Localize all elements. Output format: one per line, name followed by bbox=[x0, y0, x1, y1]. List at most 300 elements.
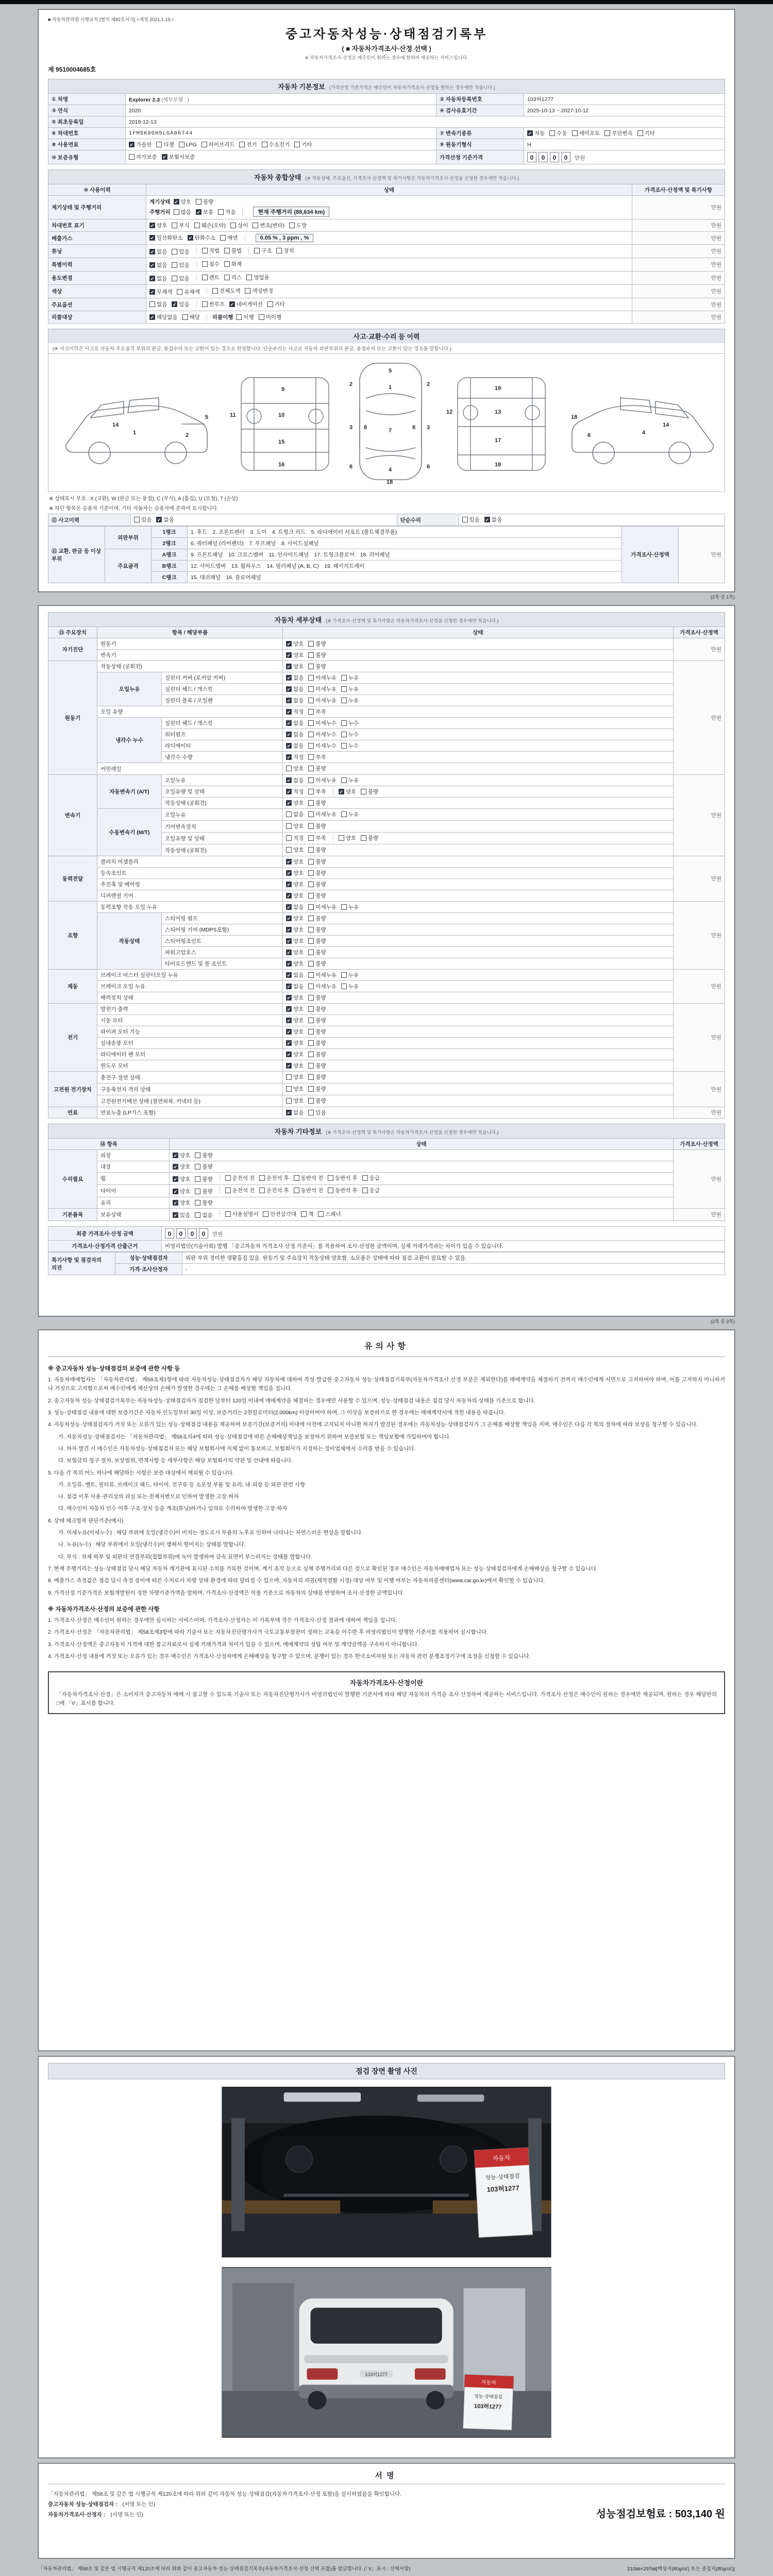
checkbox-option[interactable] bbox=[245, 287, 273, 295]
checkbox-icon[interactable] bbox=[225, 1188, 231, 1193]
checkbox-icon[interactable] bbox=[254, 248, 260, 253]
checkbox-icon[interactable] bbox=[182, 314, 188, 320]
checkbox-option[interactable] bbox=[149, 300, 167, 308]
checkbox-icon[interactable] bbox=[308, 893, 314, 899]
checkbox-icon[interactable] bbox=[195, 1176, 200, 1182]
checkbox-option[interactable] bbox=[308, 869, 326, 877]
checkbox-icon[interactable] bbox=[134, 517, 140, 522]
checkbox-option[interactable] bbox=[286, 1062, 304, 1070]
checkbox-option[interactable] bbox=[286, 994, 304, 1002]
checkbox-option[interactable] bbox=[229, 300, 263, 308]
checkbox-option[interactable] bbox=[308, 892, 326, 900]
checkbox-checked-icon[interactable]: ✔ bbox=[287, 984, 291, 989]
checkbox-option[interactable] bbox=[149, 275, 167, 282]
checkbox-option[interactable] bbox=[286, 846, 304, 854]
checkbox-option[interactable] bbox=[362, 1187, 380, 1194]
checkbox-icon[interactable] bbox=[262, 142, 267, 147]
checkbox-icon[interactable] bbox=[308, 1029, 314, 1035]
checkbox-icon[interactable] bbox=[341, 904, 347, 910]
checkbox-option[interactable] bbox=[286, 822, 304, 830]
checkbox-option[interactable] bbox=[362, 1174, 380, 1182]
checkbox-option[interactable] bbox=[286, 937, 304, 945]
checkbox-option[interactable] bbox=[484, 516, 502, 523]
checkbox-icon[interactable] bbox=[308, 995, 314, 1001]
checkbox-option[interactable] bbox=[162, 153, 195, 161]
checkbox-checked-icon[interactable]: ✔ bbox=[287, 1007, 291, 1012]
checkbox-icon[interactable] bbox=[212, 288, 218, 294]
checkbox-checked-icon[interactable]: ✔ bbox=[339, 789, 343, 794]
checkbox-icon[interactable] bbox=[308, 847, 314, 853]
checkbox-option[interactable] bbox=[341, 697, 359, 704]
checkbox-option[interactable] bbox=[246, 274, 269, 281]
checkbox-option[interactable] bbox=[259, 1174, 289, 1182]
checkbox-option[interactable] bbox=[341, 674, 359, 682]
checkbox-option[interactable] bbox=[308, 858, 326, 866]
checkbox-icon[interactable] bbox=[286, 835, 292, 841]
checkbox-option[interactable] bbox=[286, 1073, 304, 1081]
checkbox-icon[interactable] bbox=[341, 972, 347, 978]
checkbox-icon[interactable] bbox=[202, 275, 208, 280]
checkbox-icon[interactable] bbox=[294, 142, 300, 147]
checkbox-option[interactable] bbox=[259, 1187, 289, 1194]
checkbox-option[interactable] bbox=[286, 880, 304, 888]
checkbox-icon[interactable] bbox=[308, 835, 314, 841]
checkbox-option[interactable] bbox=[308, 948, 326, 956]
checkbox-icon[interactable] bbox=[462, 517, 468, 522]
checkbox-option[interactable] bbox=[174, 198, 191, 206]
checkbox-option[interactable] bbox=[286, 697, 304, 704]
checkbox-checked-icon[interactable]: ✔ bbox=[287, 950, 291, 955]
checkbox-option[interactable] bbox=[286, 810, 304, 818]
checkbox-checked-icon[interactable]: ✔ bbox=[150, 263, 155, 268]
checkbox-option[interactable] bbox=[195, 1199, 212, 1207]
checkbox-icon[interactable] bbox=[308, 950, 314, 955]
checkbox-icon[interactable] bbox=[308, 675, 314, 681]
checkbox-icon[interactable] bbox=[263, 1211, 268, 1217]
checkbox-icon[interactable] bbox=[202, 301, 208, 307]
checkbox-icon[interactable] bbox=[308, 732, 314, 737]
checkbox-icon[interactable] bbox=[195, 1200, 200, 1206]
checkbox-option[interactable] bbox=[286, 982, 304, 990]
checkbox-option[interactable] bbox=[308, 846, 326, 854]
checkbox-option[interactable] bbox=[308, 685, 337, 693]
checkbox-checked-icon[interactable]: ✔ bbox=[287, 1029, 291, 1035]
checkbox-option[interactable] bbox=[549, 129, 567, 137]
checkbox-option[interactable] bbox=[341, 903, 359, 911]
checkbox-checked-icon[interactable]: ✔ bbox=[173, 1213, 178, 1218]
checkbox-option[interactable] bbox=[202, 260, 220, 268]
checkbox-icon[interactable] bbox=[308, 1006, 314, 1012]
checkbox-icon[interactable] bbox=[308, 1074, 314, 1080]
checkbox-icon[interactable] bbox=[308, 1040, 314, 1046]
checkbox-option[interactable] bbox=[286, 914, 304, 922]
checkbox-option[interactable] bbox=[308, 1050, 326, 1058]
checkbox-icon[interactable] bbox=[308, 870, 314, 876]
checkbox-icon[interactable] bbox=[218, 209, 224, 215]
checkbox-option[interactable] bbox=[201, 141, 235, 148]
checkbox-icon[interactable] bbox=[308, 859, 314, 865]
checkbox-option[interactable] bbox=[286, 903, 304, 911]
checkbox-option[interactable] bbox=[341, 810, 359, 818]
checkbox-option[interactable] bbox=[286, 753, 304, 761]
checkbox-option[interactable] bbox=[179, 142, 197, 148]
checkbox-option[interactable] bbox=[286, 776, 304, 784]
checkbox-icon[interactable] bbox=[230, 223, 236, 228]
checkbox-option[interactable] bbox=[172, 248, 189, 256]
checkbox-icon[interactable] bbox=[308, 1110, 314, 1115]
checkbox-icon[interactable] bbox=[294, 1175, 299, 1181]
checkbox-icon[interactable] bbox=[220, 235, 226, 241]
checkbox-option[interactable] bbox=[341, 731, 359, 738]
checkbox-checked-icon[interactable]: ✔ bbox=[485, 517, 490, 522]
checkbox-option[interactable] bbox=[286, 799, 304, 807]
checkbox-option[interactable] bbox=[527, 129, 545, 137]
checkbox-option[interactable] bbox=[173, 1199, 190, 1207]
checkbox-option[interactable] bbox=[202, 274, 220, 281]
checkbox-checked-icon[interactable]: ✔ bbox=[287, 893, 291, 899]
checkbox-option[interactable] bbox=[286, 708, 304, 716]
checkbox-icon[interactable] bbox=[286, 811, 292, 817]
checkbox-option[interactable] bbox=[308, 982, 337, 990]
checkbox-icon[interactable] bbox=[245, 288, 250, 294]
checkbox-option[interactable] bbox=[328, 1187, 358, 1194]
checkbox-icon[interactable] bbox=[202, 261, 208, 267]
checkbox-option[interactable] bbox=[339, 834, 356, 842]
checkbox-option[interactable] bbox=[286, 663, 304, 670]
checkbox-icon[interactable] bbox=[308, 938, 314, 944]
checkbox-option[interactable] bbox=[341, 776, 359, 784]
checkbox-option[interactable] bbox=[263, 1210, 296, 1218]
checkbox-option[interactable] bbox=[308, 1028, 326, 1036]
checkbox-option[interactable] bbox=[286, 1005, 304, 1013]
checkbox-icon[interactable] bbox=[239, 142, 245, 147]
checkbox-icon[interactable] bbox=[286, 1098, 292, 1104]
checkbox-icon[interactable] bbox=[308, 1052, 314, 1057]
checkbox-checked-icon[interactable]: ✔ bbox=[188, 235, 192, 241]
checkbox-icon[interactable] bbox=[225, 1211, 231, 1217]
checkbox-checked-icon[interactable]: ✔ bbox=[287, 778, 291, 783]
checkbox-option[interactable] bbox=[308, 937, 326, 945]
checkbox-option[interactable] bbox=[308, 1073, 326, 1081]
checkbox-icon[interactable] bbox=[308, 709, 314, 715]
checkbox-option[interactable] bbox=[308, 731, 337, 738]
checkbox-icon[interactable] bbox=[276, 248, 282, 253]
checkbox-icon[interactable] bbox=[236, 314, 242, 320]
checkbox-checked-icon[interactable]: ✔ bbox=[528, 131, 532, 136]
checkbox-option[interactable] bbox=[318, 1210, 341, 1218]
checkbox-checked-icon[interactable]: ✔ bbox=[287, 687, 291, 692]
checkbox-icon[interactable] bbox=[224, 248, 230, 253]
checkbox-option[interactable] bbox=[194, 222, 226, 229]
checkbox-option[interactable] bbox=[286, 1016, 304, 1024]
checkbox-icon[interactable] bbox=[341, 743, 347, 749]
checkbox-checked-icon[interactable]: ✔ bbox=[287, 732, 291, 737]
checkbox-icon[interactable] bbox=[328, 1188, 333, 1193]
checkbox-option[interactable] bbox=[286, 960, 304, 968]
checkbox-option[interactable] bbox=[149, 261, 167, 269]
checkbox-icon[interactable] bbox=[172, 249, 177, 255]
checkbox-option[interactable] bbox=[308, 1097, 326, 1105]
checkbox-option[interactable] bbox=[149, 313, 178, 321]
checkbox-icon[interactable] bbox=[308, 984, 314, 989]
checkbox-icon[interactable] bbox=[308, 652, 314, 658]
checkbox-option[interactable] bbox=[308, 640, 326, 648]
checkbox-icon[interactable] bbox=[308, 1086, 314, 1092]
checkbox-icon[interactable] bbox=[361, 835, 366, 841]
checkbox-icon[interactable] bbox=[253, 223, 258, 228]
checkbox-icon[interactable] bbox=[308, 1063, 314, 1069]
checkbox-icon[interactable] bbox=[308, 698, 314, 703]
checkbox-checked-icon[interactable]: ✔ bbox=[196, 210, 201, 215]
checkbox-checked-icon[interactable]: ✔ bbox=[173, 302, 177, 307]
checkbox-option[interactable] bbox=[195, 1211, 212, 1219]
checkbox-option[interactable] bbox=[286, 948, 304, 956]
checkbox-option[interactable] bbox=[172, 275, 189, 282]
checkbox-option[interactable] bbox=[172, 300, 189, 308]
checkbox-option[interactable] bbox=[361, 834, 378, 842]
checkbox-option[interactable] bbox=[134, 516, 152, 523]
checkbox-checked-icon[interactable]: ✔ bbox=[287, 1110, 291, 1115]
checkbox-icon[interactable] bbox=[195, 1189, 200, 1194]
checkbox-option[interactable] bbox=[230, 222, 248, 229]
checkbox-option[interactable] bbox=[308, 663, 326, 670]
checkbox-icon[interactable] bbox=[301, 1211, 307, 1217]
checkbox-icon[interactable] bbox=[341, 777, 347, 783]
checkbox-checked-icon[interactable]: ✔ bbox=[174, 199, 178, 205]
checkbox-checked-icon[interactable]: ✔ bbox=[173, 1153, 178, 1158]
checkbox-option[interactable] bbox=[286, 892, 304, 900]
checkbox-icon[interactable] bbox=[341, 732, 347, 737]
checkbox-checked-icon[interactable]: ✔ bbox=[150, 235, 155, 241]
checkbox-option[interactable] bbox=[173, 1163, 190, 1171]
checkbox-icon[interactable] bbox=[341, 720, 347, 726]
checkbox-icon[interactable] bbox=[308, 904, 314, 910]
checkbox-icon[interactable] bbox=[246, 275, 252, 280]
checkbox-option[interactable] bbox=[308, 708, 326, 716]
checkbox-option[interactable] bbox=[286, 788, 304, 795]
checkbox-option[interactable] bbox=[239, 141, 257, 148]
checkbox-option[interactable] bbox=[308, 1062, 326, 1070]
checkbox-icon[interactable] bbox=[294, 1188, 299, 1193]
checkbox-option[interactable] bbox=[604, 129, 633, 137]
checkbox-option[interactable] bbox=[286, 674, 304, 682]
checkbox-option[interactable] bbox=[308, 994, 326, 1002]
checkbox-option[interactable] bbox=[286, 858, 304, 866]
checkbox-option[interactable] bbox=[308, 914, 326, 922]
checkbox-icon[interactable] bbox=[308, 972, 314, 978]
checkbox-option[interactable] bbox=[286, 651, 304, 659]
checkbox-checked-icon[interactable]: ✔ bbox=[287, 789, 291, 794]
checkbox-option[interactable] bbox=[156, 516, 174, 523]
checkbox-option[interactable] bbox=[286, 685, 304, 693]
checkbox-icon[interactable] bbox=[202, 248, 208, 253]
checkbox-option[interactable] bbox=[129, 153, 157, 161]
checkbox-option[interactable] bbox=[218, 208, 236, 216]
checkbox-option[interactable] bbox=[286, 971, 304, 979]
checkbox-checked-icon[interactable]: ✔ bbox=[287, 882, 291, 887]
checkbox-option[interactable] bbox=[341, 685, 359, 693]
checkbox-icon[interactable] bbox=[308, 800, 314, 806]
checkbox-option[interactable] bbox=[308, 810, 337, 818]
checkbox-option[interactable] bbox=[301, 1210, 313, 1218]
checkbox-option[interactable] bbox=[173, 1188, 190, 1195]
checkbox-option[interactable] bbox=[286, 1039, 304, 1047]
checkbox-checked-icon[interactable]: ✔ bbox=[150, 249, 155, 255]
checkbox-option[interactable] bbox=[286, 640, 304, 648]
checkbox-checked-icon[interactable]: ✔ bbox=[173, 1189, 178, 1194]
checkbox-option[interactable] bbox=[308, 971, 337, 979]
checkbox-option[interactable] bbox=[308, 719, 337, 727]
checkbox-option[interactable] bbox=[195, 1175, 212, 1183]
checkbox-option[interactable] bbox=[308, 799, 326, 807]
checkbox-option[interactable] bbox=[637, 129, 655, 137]
checkbox-icon[interactable] bbox=[308, 823, 314, 829]
checkbox-icon[interactable] bbox=[308, 1098, 314, 1104]
checkbox-option[interactable] bbox=[308, 926, 326, 934]
checkbox-icon[interactable] bbox=[195, 1164, 200, 1170]
checkbox-icon[interactable] bbox=[362, 1188, 368, 1193]
checkbox-option[interactable] bbox=[202, 300, 225, 308]
checkbox-icon[interactable] bbox=[308, 882, 314, 887]
checkbox-icon[interactable] bbox=[341, 811, 347, 817]
checkbox-option[interactable] bbox=[341, 971, 359, 979]
checkbox-checked-icon[interactable]: ✔ bbox=[150, 276, 155, 281]
checkbox-icon[interactable] bbox=[308, 961, 314, 967]
checkbox-checked-icon[interactable]: ✔ bbox=[129, 142, 134, 147]
checkbox-icon[interactable] bbox=[341, 686, 347, 692]
checkbox-icon[interactable] bbox=[224, 261, 230, 267]
checkbox-option[interactable] bbox=[182, 313, 200, 321]
checkbox-option[interactable] bbox=[173, 1175, 190, 1183]
checkbox-icon[interactable] bbox=[286, 766, 292, 771]
checkbox-checked-icon[interactable]: ✔ bbox=[150, 290, 155, 295]
checkbox-option[interactable] bbox=[308, 651, 326, 659]
checkbox-option[interactable] bbox=[149, 248, 167, 256]
checkbox-option[interactable] bbox=[286, 731, 304, 738]
checkbox-option[interactable] bbox=[462, 516, 480, 523]
checkbox-option[interactable] bbox=[308, 822, 326, 830]
checkbox-checked-icon[interactable]: ✔ bbox=[287, 1052, 291, 1057]
checkbox-checked-icon[interactable]: ✔ bbox=[287, 801, 291, 806]
checkbox-option[interactable] bbox=[195, 1151, 212, 1159]
checkbox-icon[interactable] bbox=[174, 209, 179, 215]
checkbox-option[interactable] bbox=[286, 1050, 304, 1058]
checkbox-icon[interactable] bbox=[156, 142, 162, 147]
checkbox-checked-icon[interactable]: ✔ bbox=[287, 653, 291, 658]
checkbox-checked-icon[interactable]: ✔ bbox=[287, 1063, 291, 1069]
checkbox-icon[interactable] bbox=[177, 289, 182, 295]
checkbox-icon[interactable] bbox=[549, 130, 555, 136]
checkbox-option[interactable] bbox=[259, 313, 281, 321]
checkbox-checked-icon[interactable]: ✔ bbox=[162, 155, 166, 160]
checkbox-icon[interactable] bbox=[129, 154, 135, 160]
checkbox-icon[interactable] bbox=[604, 130, 610, 136]
checkbox-option[interactable] bbox=[202, 247, 220, 255]
checkbox-checked-icon[interactable]: ✔ bbox=[287, 916, 291, 921]
checkbox-icon[interactable] bbox=[572, 130, 578, 136]
checkbox-option[interactable] bbox=[308, 674, 337, 682]
checkbox-checked-icon[interactable]: ✔ bbox=[157, 517, 161, 522]
checkbox-icon[interactable] bbox=[172, 276, 177, 281]
checkbox-icon[interactable] bbox=[195, 1212, 200, 1218]
checkbox-option[interactable] bbox=[308, 1039, 326, 1047]
checkbox-option[interactable] bbox=[308, 1016, 326, 1024]
checkbox-icon[interactable] bbox=[308, 743, 314, 749]
checkbox-checked-icon[interactable]: ✔ bbox=[287, 927, 291, 933]
checkbox-icon[interactable] bbox=[308, 916, 314, 921]
checkbox-icon[interactable] bbox=[259, 1175, 265, 1181]
checkbox-option[interactable] bbox=[308, 753, 326, 761]
checkbox-option[interactable] bbox=[286, 765, 304, 772]
checkbox-option[interactable] bbox=[328, 1174, 358, 1182]
checkbox-option[interactable] bbox=[286, 926, 304, 934]
checkbox-option[interactable] bbox=[149, 288, 172, 296]
checkbox-option[interactable] bbox=[149, 234, 183, 242]
checkbox-option[interactable] bbox=[308, 1005, 326, 1013]
checkbox-icon[interactable] bbox=[308, 720, 314, 726]
checkbox-option[interactable] bbox=[341, 742, 359, 750]
checkbox-option[interactable] bbox=[172, 261, 189, 269]
checkbox-icon[interactable] bbox=[308, 927, 314, 933]
checkbox-option[interactable] bbox=[286, 742, 304, 750]
checkbox-option[interactable] bbox=[276, 247, 294, 255]
checkbox-icon[interactable] bbox=[201, 142, 207, 147]
checkbox-option[interactable] bbox=[308, 903, 337, 911]
checkbox-checked-icon[interactable]: ✔ bbox=[150, 315, 155, 320]
checkbox-checked-icon[interactable]: ✔ bbox=[287, 721, 291, 726]
checkbox-option[interactable] bbox=[225, 1210, 259, 1218]
checkbox-checked-icon[interactable]: ✔ bbox=[173, 1164, 178, 1170]
checkbox-option[interactable] bbox=[308, 880, 326, 888]
checkbox-option[interactable] bbox=[294, 1187, 324, 1194]
checkbox-option[interactable] bbox=[286, 1097, 304, 1105]
checkbox-checked-icon[interactable]: ✔ bbox=[173, 1200, 178, 1206]
checkbox-option[interactable] bbox=[286, 1085, 304, 1093]
checkbox-option[interactable] bbox=[294, 141, 312, 148]
checkbox-option[interactable] bbox=[173, 1151, 190, 1159]
checkbox-icon[interactable] bbox=[637, 130, 643, 136]
checkbox-option[interactable] bbox=[361, 788, 378, 795]
checkbox-icon[interactable] bbox=[267, 301, 273, 307]
checkbox-checked-icon[interactable]: ✔ bbox=[173, 1177, 178, 1182]
checkbox-icon[interactable] bbox=[286, 1086, 292, 1092]
checkbox-option[interactable] bbox=[172, 222, 189, 229]
checkbox-icon[interactable] bbox=[149, 301, 155, 307]
checkbox-icon[interactable] bbox=[308, 686, 314, 692]
checkbox-checked-icon[interactable]: ✔ bbox=[287, 709, 291, 715]
checkbox-option[interactable] bbox=[294, 1174, 324, 1182]
checkbox-option[interactable] bbox=[225, 1174, 255, 1182]
checkbox-icon[interactable] bbox=[361, 789, 366, 794]
checkbox-icon[interactable] bbox=[308, 766, 314, 771]
checkbox-icon[interactable] bbox=[172, 223, 177, 228]
checkbox-option[interactable] bbox=[308, 765, 326, 772]
checkbox-checked-icon[interactable]: ✔ bbox=[287, 698, 291, 703]
checkbox-icon[interactable] bbox=[341, 984, 347, 989]
checkbox-checked-icon[interactable]: ✔ bbox=[287, 973, 291, 978]
checkbox-checked-icon[interactable]: ✔ bbox=[287, 905, 291, 910]
checkbox-option[interactable] bbox=[339, 788, 356, 795]
checkbox-icon[interactable] bbox=[339, 835, 344, 841]
checkbox-icon[interactable] bbox=[259, 314, 264, 320]
checkbox-checked-icon[interactable]: ✔ bbox=[287, 743, 291, 749]
checkbox-icon[interactable] bbox=[196, 199, 201, 205]
checkbox-option[interactable] bbox=[341, 982, 359, 990]
checkbox-option[interactable] bbox=[267, 300, 285, 308]
checkbox-option[interactable] bbox=[177, 288, 199, 296]
checkbox-icon[interactable] bbox=[286, 1074, 292, 1080]
checkbox-icon[interactable] bbox=[308, 811, 314, 817]
